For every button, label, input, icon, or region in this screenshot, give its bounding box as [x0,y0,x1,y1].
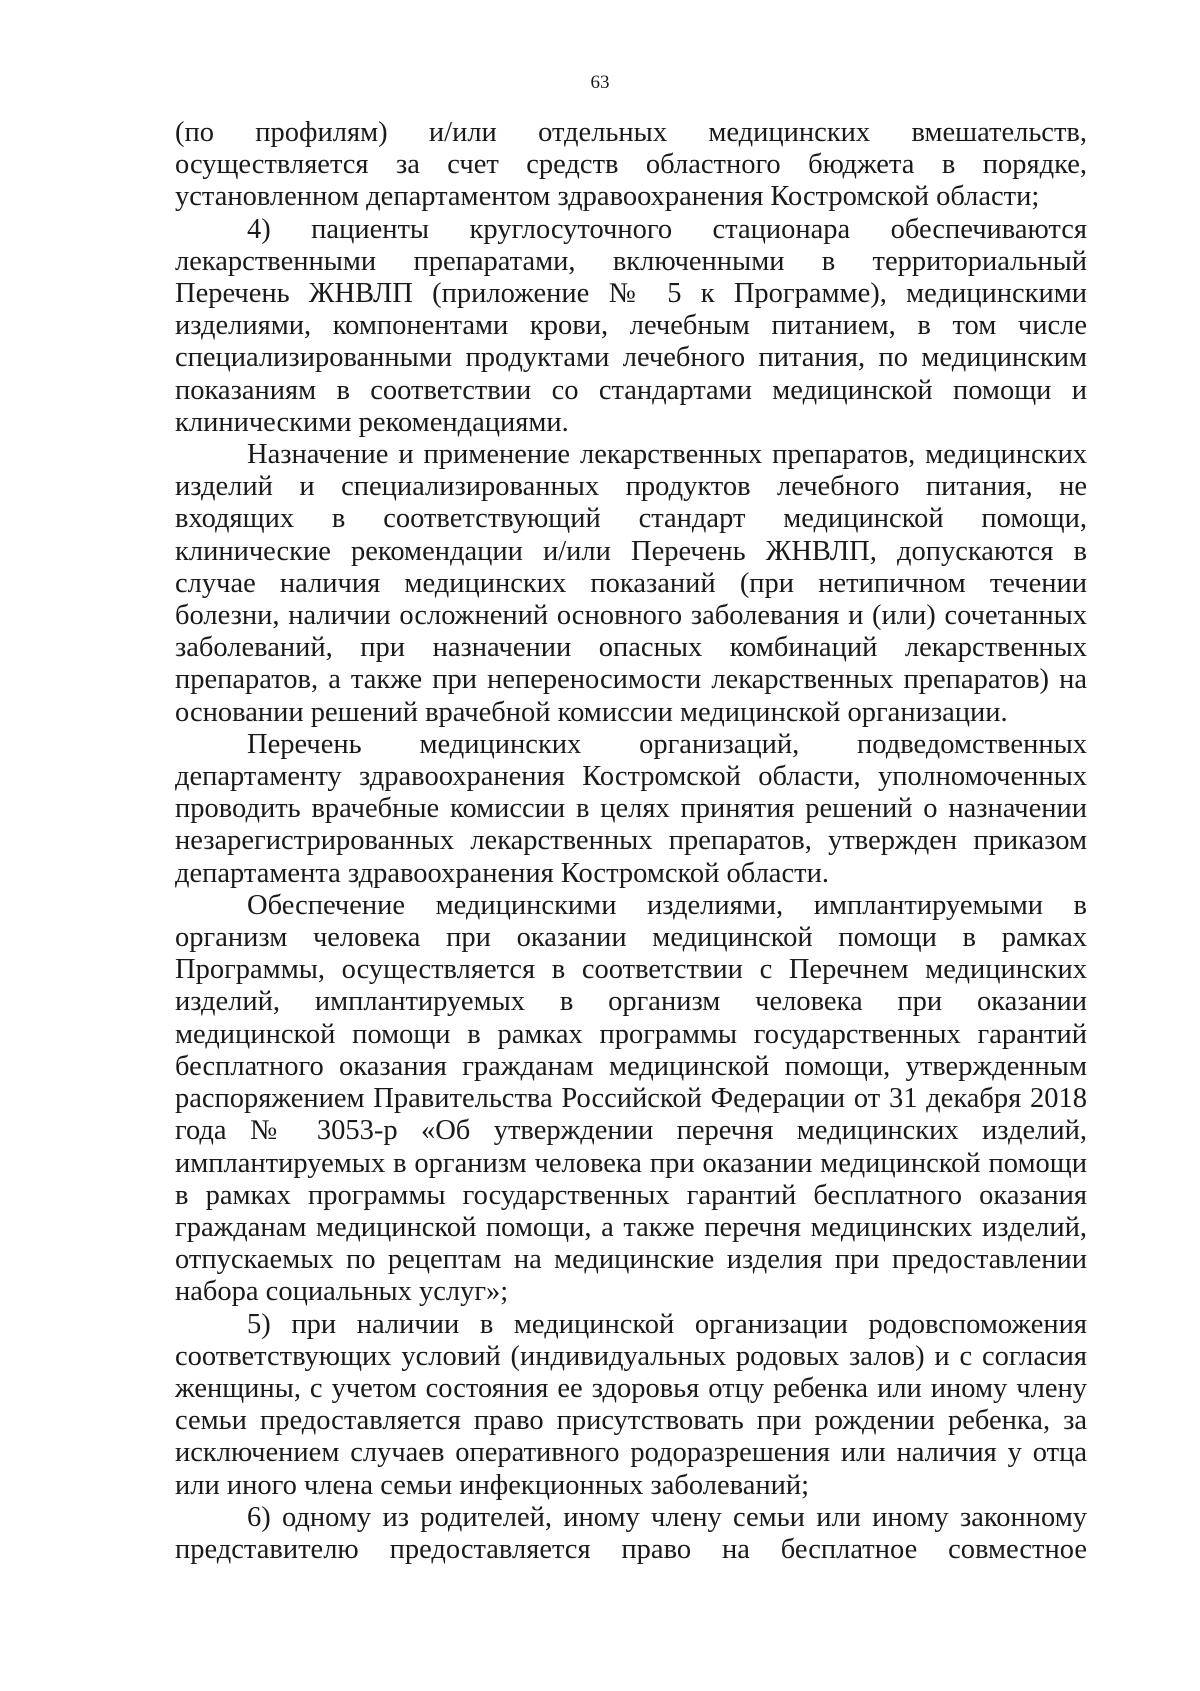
paragraph-organizations-list: Перечень медицинских организаций, подведомственных департаменту здравоохранения Костромской области, уполномоченных проводить врачебные комиссии в целях принятия решений о назначении незарегистрированных лекарственных препаратов, утвержден приказом департамента здравоохранения Костромской области. [175,728,1087,889]
page-number: 63 [590,72,610,93]
paragraph-item-4: 4) пациенты круглосуточного стационара обеспечиваются лекарственными препаратами, включенными в территориальный Перечень ЖНВЛП (приложение № 5 к Программе), медицинскими изделиями, компонентами крови, лечебным питанием, в том числе специализированными продуктами лечебного питания, по медицинским показаниям в соответствии со стандартами медицинской помощи и клиническими рекомендациями. [175,213,1087,438]
document-body [175,117,1087,1566]
paragraph-item-6: 6) одному из родителей, иному члену семьи или иному законному представителю предоставляется право на бесплатное совместное [175,1501,1087,1565]
paragraph-implants: Обеспечение медицинскими изделиями, имплантируемыми в организм человека при оказании медицинской помощи в рамках Программы, осуществляется в соответствии с Перечнем медицинских изделий, имплантируемых в организм человека при оказании медицинской помощи в рамках программы государственных гарантий бесплатного оказания гражданам медицинской помощи, утвержденным распоряжением Правительства Российской Федерации от 31 декабря 2018 года № 3053-р «Об утверждении перечня медицинских изделий, имплантируемых в организм человека при оказании медицинской помощи в рамках программы государственных гарантий бесплатного оказания гражданам медицинской помощи, а также перечня медицинских изделий, отпускаемых по рецептам на медицинские изделия при предоставлении набора социальных услуг»; [175,889,1087,1308]
paragraph-prescription: Назначение и применение лекарственных препаратов, медицинских изделий и специализированных продуктов лечебного питания, не входящих в соответствующий стандарт медицинской помощи, клинические рекомендации и/или Перечень ЖНВЛП, допускаются в случае наличия медицинских показаний (при нетипичном течении болезни, наличии осложнений основного заболевания и (или) сочетанных заболеваний, при назначении опасных комбинаций лекарственных препаратов, а также при непереносимости лекарственных препаратов) на основании решений врачебной комиссии медицинской организации. [175,439,1087,728]
paragraph-item-5: 5) при наличии в медицинской организации родовспоможения соответствующих условий (индивидуальных родовых залов) и с согласия женщины, с учетом состояния ее здоровья отцу ребенка или иному члену семьи предоставляется право присутствовать при рождении ребенка, за исключением случаев оперативного родоразрешения или наличия у отца или иного члена семьи инфекционных заболеваний; [175,1308,1087,1501]
paragraph-continuation: (по профилям) и/или отдельных медицинских вмешательств, осуществляется за счет средств областного бюджета в порядке, установленном департаментом здравоохранения Костромской области; [175,117,1087,213]
